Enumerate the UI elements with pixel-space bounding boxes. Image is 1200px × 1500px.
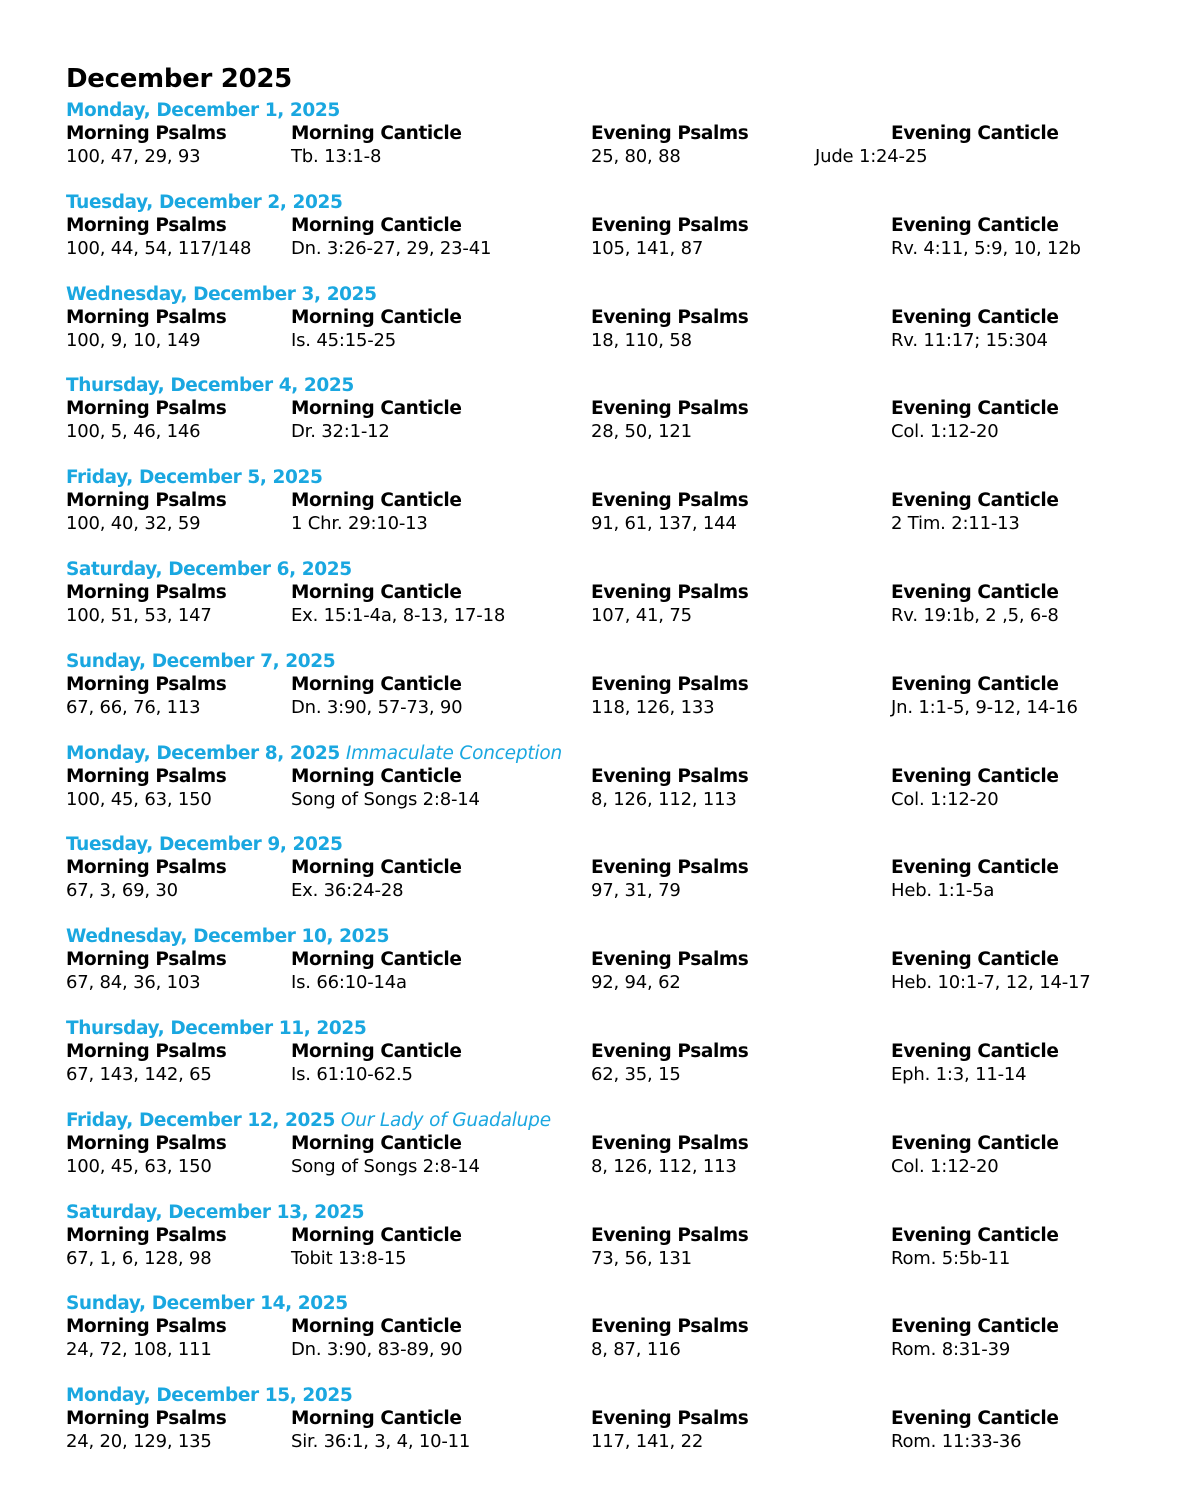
morning-canticle-label: Morning Canticle — [291, 765, 462, 787]
day-date: Friday, December 5, 2025 — [66, 467, 323, 489]
evening-canticle-column — [891, 1407, 1058, 1453]
morning-psalms-column — [66, 489, 226, 535]
evening-canticle-column — [815, 122, 1059, 168]
evening-canticle-value: Heb. 1:1-5a — [891, 880, 995, 902]
evening-psalms-label: Evening Psalms — [591, 1040, 749, 1062]
morning-psalms-value: 67, 1, 6, 128, 98 — [66, 1247, 212, 1269]
day-date: Friday, December 12, 2025 — [66, 1109, 335, 1131]
morning-canticle-value: Tb. 13:1-8 — [291, 146, 382, 167]
day-heading — [66, 558, 352, 582]
morning-psalms-column — [66, 673, 226, 719]
evening-canticle-value: Col. 1:12-20 — [891, 421, 999, 443]
evening-canticle-label: Evening Canticle — [891, 1040, 1059, 1062]
evening-psalms-column — [591, 1132, 748, 1178]
morning-canticle-value: Dn. 3:90, 57-73, 90 — [291, 696, 463, 718]
morning-psalms-value: 100, 40, 32, 59 — [66, 513, 201, 535]
day-heading — [66, 1201, 364, 1225]
morning-canticle-column — [291, 765, 480, 811]
morning-canticle-column — [291, 673, 462, 719]
morning-psalms-column — [66, 397, 226, 443]
morning-canticle-value: Is. 61:10-62.5 — [291, 1063, 413, 1085]
evening-psalms-value: 107, 41, 75 — [591, 604, 692, 626]
day-heading — [66, 466, 322, 490]
morning-psalms-label: Morning Psalms — [66, 214, 227, 236]
morning-psalms-value: 24, 20, 129, 135 — [66, 1431, 212, 1453]
morning-canticle-column — [291, 397, 461, 443]
morning-canticle-column — [291, 581, 505, 627]
evening-psalms-column — [591, 1407, 748, 1453]
morning-psalms-label: Morning Psalms — [66, 1224, 227, 1246]
day-list — [66, 99, 1176, 1476]
morning-psalms-label: Morning Psalms — [66, 857, 227, 879]
evening-canticle-value: 2 Tim. 2:11-13 — [891, 513, 1020, 535]
morning-psalms-column — [66, 1224, 226, 1270]
day-entry — [66, 191, 1176, 283]
morning-canticle-value: Sir. 36:1, 3, 4, 10-11 — [291, 1431, 471, 1453]
evening-psalms-column — [591, 856, 748, 902]
morning-psalms-column — [66, 306, 226, 352]
morning-canticle-value: 1 Chr. 29:10-13 — [291, 513, 428, 535]
day-date: Thursday, December 4, 2025 — [66, 375, 354, 397]
evening-canticle-value: Rv. 4:11, 5:9, 10, 12b — [891, 237, 1081, 259]
evening-psalms-column — [591, 306, 748, 352]
evening-psalms-column — [591, 765, 748, 811]
day-heading — [66, 1017, 366, 1041]
evening-psalms-column — [591, 673, 748, 719]
morning-psalms-column — [66, 856, 226, 902]
morning-psalms-label: Morning Psalms — [66, 1316, 227, 1338]
morning-canticle-value: Song of Songs 2:8-14 — [291, 788, 480, 810]
evening-psalms-column — [591, 1224, 748, 1270]
morning-canticle-label: Morning Canticle — [291, 581, 462, 603]
evening-canticle-label: Evening Canticle — [891, 490, 1059, 512]
evening-psalms-value: 118, 126, 133 — [591, 696, 715, 718]
evening-canticle-column — [891, 948, 1091, 994]
day-date: Monday, December 8, 2025 — [66, 742, 340, 764]
morning-psalms-column — [66, 1132, 226, 1178]
evening-canticle-label: Evening Canticle — [891, 123, 1059, 144]
evening-psalms-column — [591, 1040, 748, 1086]
day-entry — [66, 283, 1176, 375]
day-heading — [66, 925, 389, 949]
day-date: Wednesday, December 10, 2025 — [66, 926, 390, 948]
feast-name: Immaculate Conception — [345, 742, 563, 764]
evening-psalms-value: 8, 126, 112, 113 — [591, 1155, 737, 1177]
morning-psalms-value: 100, 51, 53, 147 — [66, 604, 212, 626]
day-date: Saturday, December 13, 2025 — [66, 1201, 365, 1223]
morning-psalms-label: Morning Psalms — [66, 1132, 227, 1154]
morning-psalms-column — [66, 948, 226, 994]
evening-canticle-column — [891, 581, 1059, 627]
evening-canticle-value: Rom. 5:5b-11 — [891, 1247, 1011, 1269]
morning-canticle-value: Is. 45:15-25 — [291, 329, 397, 351]
day-date: Saturday, December 6, 2025 — [66, 558, 352, 580]
morning-canticle-column — [291, 214, 491, 260]
evening-canticle-label: Evening Canticle — [891, 214, 1059, 236]
morning-canticle-column — [291, 1132, 480, 1178]
morning-psalms-value: 67, 84, 36, 103 — [66, 972, 201, 994]
day-entry — [66, 558, 1176, 650]
evening-psalms-value: 73, 56, 131 — [591, 1247, 692, 1269]
day-entry — [66, 374, 1176, 466]
day-date: Sunday, December 7, 2025 — [66, 650, 336, 672]
evening-psalms-label: Evening Psalms — [591, 306, 749, 328]
morning-canticle-label: Morning Canticle — [291, 1224, 462, 1246]
evening-canticle-label: Evening Canticle — [891, 673, 1059, 695]
evening-psalms-value: 97, 31, 79 — [591, 880, 681, 902]
morning-psalms-column — [66, 122, 226, 168]
morning-psalms-value: 100, 47, 29, 93 — [66, 146, 201, 167]
morning-canticle-value: Dn. 3:90, 83-89, 90 — [291, 1339, 463, 1361]
morning-psalms-column — [66, 1407, 226, 1453]
evening-psalms-label: Evening Psalms — [591, 1316, 749, 1338]
day-entry — [66, 925, 1176, 1017]
evening-canticle-value: Heb. 10:1-7, 12, 14-17 — [891, 972, 1091, 994]
evening-canticle-column — [891, 1040, 1058, 1086]
evening-psalms-value: 28, 50, 121 — [591, 421, 692, 443]
morning-psalms-value: 67, 143, 142, 65 — [66, 1063, 212, 1085]
morning-psalms-value: 67, 3, 69, 30 — [66, 880, 178, 902]
morning-canticle-label: Morning Canticle — [291, 1408, 462, 1430]
evening-canticle-column — [891, 306, 1058, 352]
evening-canticle-label: Evening Canticle — [891, 306, 1059, 328]
day-entry — [66, 650, 1176, 742]
day-heading — [66, 1384, 352, 1408]
evening-psalms-label: Evening Psalms — [591, 857, 749, 879]
morning-canticle-value: Tobit 13:8-15 — [291, 1247, 407, 1269]
evening-canticle-column — [891, 856, 1058, 902]
morning-canticle-label: Morning Canticle — [291, 1132, 462, 1154]
day-entry — [66, 742, 1176, 834]
evening-canticle-column — [891, 673, 1078, 719]
evening-canticle-value: Col. 1:12-20 — [891, 788, 999, 810]
morning-psalms-value: 24, 72, 108, 111 — [66, 1339, 212, 1361]
day-heading — [66, 191, 342, 215]
evening-psalms-value: 91, 61, 137, 144 — [591, 513, 737, 535]
morning-canticle-value: Is. 66:10-14a — [291, 972, 407, 994]
morning-canticle-label: Morning Canticle — [291, 857, 462, 879]
evening-psalms-value: 25, 80, 88 — [591, 146, 681, 167]
morning-psalms-value: 100, 44, 54, 117/148 — [66, 237, 252, 259]
day-entry — [66, 1109, 1176, 1201]
morning-psalms-value: 67, 66, 76, 113 — [66, 696, 201, 718]
day-entry — [66, 99, 1176, 191]
evening-canticle-value: Rv. 19:1b, 2 ,5, 6-8 — [891, 604, 1059, 626]
morning-psalms-value: 100, 45, 63, 150 — [66, 1155, 212, 1177]
evening-psalms-label: Evening Psalms — [591, 765, 749, 787]
evening-canticle-value: Rv. 11:17; 15:304 — [891, 329, 1048, 351]
morning-psalms-value: 100, 45, 63, 150 — [66, 788, 212, 810]
evening-canticle-label: Evening Canticle — [891, 1408, 1059, 1430]
day-entry — [66, 833, 1176, 925]
morning-psalms-column — [66, 214, 251, 260]
day-date: Monday, December 1, 2025 — [66, 100, 340, 121]
evening-psalms-label: Evening Psalms — [591, 581, 749, 603]
evening-canticle-label: Evening Canticle — [891, 1132, 1059, 1154]
evening-psalms-label: Evening Psalms — [591, 1224, 749, 1246]
morning-psalms-label: Morning Psalms — [66, 123, 227, 144]
morning-psalms-column — [66, 581, 226, 627]
evening-canticle-label: Evening Canticle — [891, 765, 1059, 787]
morning-psalms-label: Morning Psalms — [66, 490, 227, 512]
day-heading — [66, 833, 342, 857]
evening-canticle-value: Eph. 1:3, 11-14 — [891, 1063, 1027, 1085]
day-date: Thursday, December 11, 2025 — [66, 1017, 367, 1039]
morning-canticle-column — [291, 489, 461, 535]
evening-psalms-label: Evening Psalms — [591, 949, 749, 971]
evening-psalms-column — [591, 948, 748, 994]
evening-psalms-value: 105, 141, 87 — [591, 237, 704, 259]
evening-psalms-label: Evening Psalms — [591, 398, 749, 420]
day-date: Wednesday, December 3, 2025 — [66, 283, 377, 305]
evening-canticle-column — [891, 1224, 1058, 1270]
evening-psalms-label: Evening Psalms — [591, 490, 749, 512]
evening-psalms-value: 117, 141, 22 — [591, 1431, 704, 1453]
morning-canticle-label: Morning Canticle — [291, 1040, 462, 1062]
evening-psalms-label: Evening Psalms — [591, 123, 749, 144]
day-heading — [66, 650, 335, 674]
day-date: Monday, December 15, 2025 — [66, 1385, 353, 1407]
day-heading — [66, 1109, 551, 1133]
morning-canticle-label: Morning Canticle — [291, 490, 462, 512]
morning-canticle-column — [291, 1315, 462, 1361]
morning-canticle-label: Morning Canticle — [291, 398, 462, 420]
morning-canticle-label: Morning Canticle — [291, 123, 462, 144]
day-heading — [66, 742, 562, 766]
morning-psalms-label: Morning Psalms — [66, 949, 227, 971]
evening-canticle-column — [891, 489, 1058, 535]
evening-canticle-label: Evening Canticle — [891, 1316, 1059, 1338]
evening-psalms-label: Evening Psalms — [591, 214, 749, 236]
morning-psalms-column — [66, 1040, 226, 1086]
morning-canticle-column — [291, 1407, 470, 1453]
morning-canticle-label: Morning Canticle — [291, 214, 462, 236]
morning-psalms-value: 100, 5, 46, 146 — [66, 421, 201, 443]
day-heading — [66, 99, 340, 123]
evening-psalms-column — [591, 122, 748, 168]
morning-canticle-value: Ex. 36:24-28 — [291, 880, 404, 902]
evening-psalms-label: Evening Psalms — [591, 1408, 749, 1430]
page-title: December 2025 — [66, 64, 292, 95]
day-entry — [66, 466, 1176, 558]
morning-canticle-column — [291, 1224, 461, 1270]
evening-psalms-label: Evening Psalms — [591, 673, 749, 695]
evening-canticle-value: Jn. 1:1-5, 9-12, 14-16 — [891, 696, 1078, 718]
morning-psalms-label: Morning Psalms — [66, 398, 227, 420]
morning-canticle-column — [291, 856, 461, 902]
morning-canticle-column — [291, 948, 461, 994]
evening-psalms-value: 8, 126, 112, 113 — [591, 788, 737, 810]
day-date: Sunday, December 14, 2025 — [66, 1293, 348, 1315]
morning-canticle-column — [291, 122, 461, 168]
day-entry — [66, 1017, 1176, 1109]
feast-name: Our Lady of Guadalupe — [340, 1109, 551, 1131]
morning-canticle-value: Dn. 3:26-27, 29, 23-41 — [291, 237, 492, 259]
day-entry — [66, 1292, 1176, 1384]
day-date: Tuesday, December 9, 2025 — [66, 834, 343, 856]
day-entry — [66, 1201, 1176, 1293]
evening-psalms-column — [591, 397, 748, 443]
evening-canticle-column — [891, 1132, 1058, 1178]
evening-psalms-column — [591, 581, 748, 627]
evening-canticle-column — [891, 397, 1058, 443]
evening-canticle-column — [891, 214, 1081, 260]
evening-psalms-value: 62, 35, 15 — [591, 1063, 681, 1085]
evening-canticle-value: Rom. 11:33-36 — [891, 1431, 1022, 1453]
morning-canticle-label: Morning Canticle — [291, 949, 462, 971]
morning-psalms-label: Morning Psalms — [66, 306, 227, 328]
morning-canticle-value: Song of Songs 2:8-14 — [291, 1155, 480, 1177]
morning-canticle-column — [291, 1040, 461, 1086]
morning-canticle-label: Morning Canticle — [291, 673, 462, 695]
morning-psalms-label: Morning Psalms — [66, 765, 227, 787]
evening-psalms-column — [591, 214, 748, 260]
day-date: Tuesday, December 2, 2025 — [66, 191, 343, 213]
morning-psalms-value: 100, 9, 10, 149 — [66, 329, 201, 351]
morning-canticle-value: Dr. 32:1-12 — [291, 421, 390, 443]
evening-canticle-value: Rom. 8:31-39 — [891, 1339, 1011, 1361]
evening-psalms-label: Evening Psalms — [591, 1132, 749, 1154]
evening-psalms-value: 92, 94, 62 — [591, 972, 681, 994]
morning-canticle-label: Morning Canticle — [291, 306, 462, 328]
morning-psalms-label: Morning Psalms — [66, 1408, 227, 1430]
evening-canticle-label: Evening Canticle — [891, 1224, 1059, 1246]
morning-canticle-column — [291, 306, 461, 352]
evening-canticle-column — [891, 1315, 1058, 1361]
morning-psalms-column — [66, 765, 226, 811]
day-heading — [66, 283, 377, 307]
morning-psalms-label: Morning Psalms — [66, 1040, 227, 1062]
evening-canticle-column — [891, 765, 1058, 811]
evening-canticle-label: Evening Canticle — [891, 949, 1059, 971]
evening-canticle-value: Jude 1:24-25 — [815, 146, 928, 167]
day-entry — [66, 1384, 1176, 1476]
day-heading — [66, 1292, 348, 1316]
evening-psalms-value: 8, 87, 116 — [591, 1339, 681, 1361]
evening-psalms-column — [591, 1315, 748, 1361]
morning-psalms-label: Morning Psalms — [66, 581, 227, 603]
evening-canticle-label: Evening Canticle — [891, 398, 1059, 420]
evening-canticle-label: Evening Canticle — [891, 857, 1059, 879]
evening-psalms-column — [591, 489, 748, 535]
evening-canticle-value: Col. 1:12-20 — [891, 1155, 999, 1177]
day-heading — [66, 374, 354, 398]
evening-canticle-label: Evening Canticle — [891, 581, 1059, 603]
morning-psalms-column — [66, 1315, 226, 1361]
morning-canticle-label: Morning Canticle — [291, 1316, 462, 1338]
morning-canticle-value: Ex. 15:1-4a, 8-13, 17-18 — [291, 604, 506, 626]
evening-psalms-value: 18, 110, 58 — [591, 329, 692, 351]
morning-psalms-label: Morning Psalms — [66, 673, 227, 695]
